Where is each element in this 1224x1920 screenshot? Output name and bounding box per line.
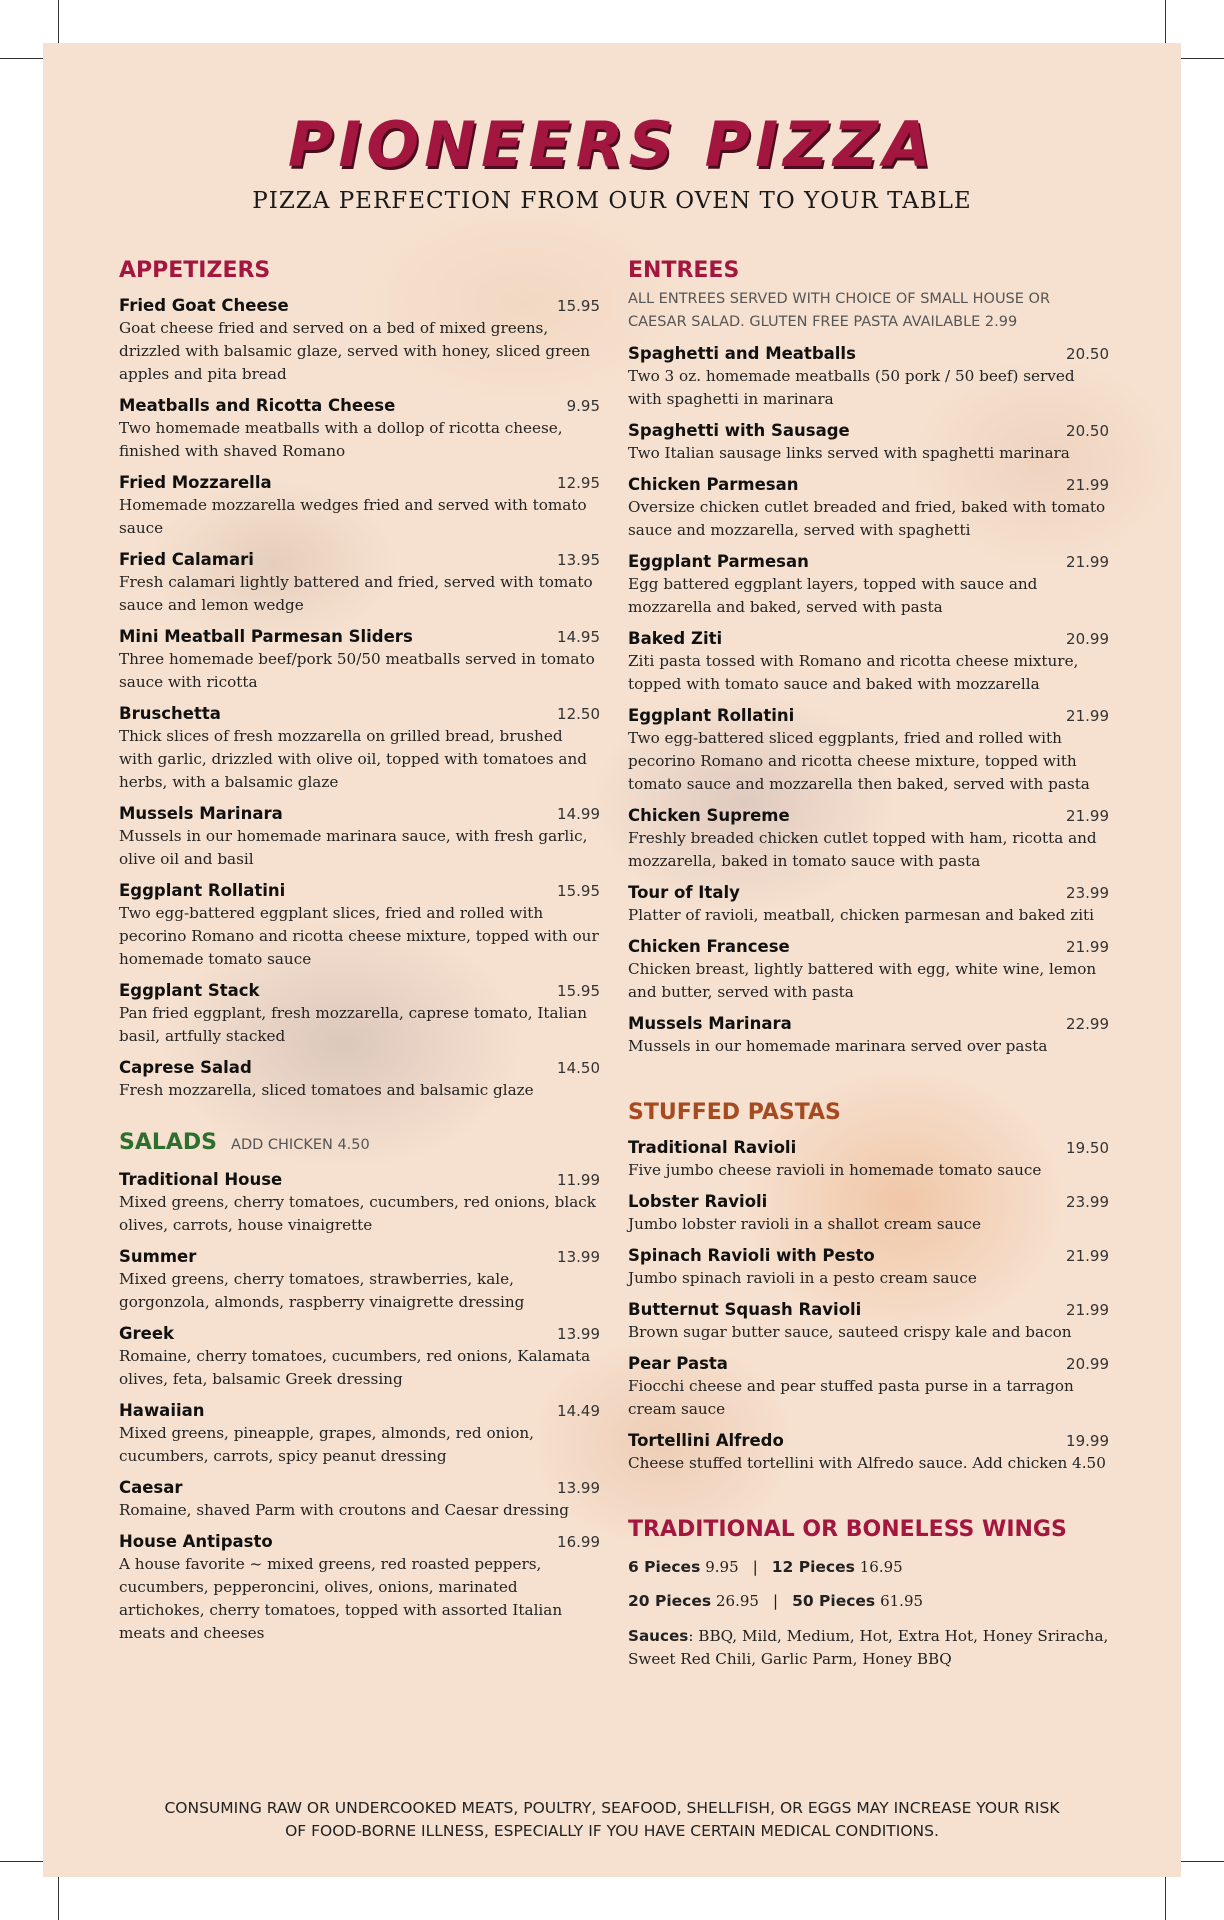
item-name: Mussels Marinara <box>628 1014 792 1033</box>
section-title: TRADITIONAL OR BONELESS WINGS <box>628 1517 1067 1542</box>
section-title <box>119 1128 600 1160</box>
item-price: 16.99 <box>557 1533 600 1551</box>
menu-item <box>628 1013 1109 1058</box>
item-description: Cheese stuffed tortellini with Alfredo sauce. Add chicken 4.50 <box>628 1454 1106 1472</box>
item-name: Chicken Supreme <box>628 806 790 825</box>
item-price: 21.99 <box>1066 476 1109 494</box>
item-description: Homemade mozzarella wedges fried and served with tomato sauce <box>119 496 587 537</box>
section-title: STUFFED PASTAS <box>628 1100 841 1125</box>
item-price: 12.50 <box>557 705 600 723</box>
section-title-text: SALADS <box>119 1130 218 1155</box>
menu-item <box>628 551 1109 619</box>
item-name: Butternut Squash Ravioli <box>628 1300 862 1319</box>
crop-mark <box>1165 1876 1166 1920</box>
item-description: Goat cheese fried and served on a bed of mixed greens, drizzled with balsamic glaze, served with honey, sliced green apples and pita bread <box>119 319 591 383</box>
menu-item <box>119 1323 600 1391</box>
item-price: 14.49 <box>557 1402 600 1420</box>
item-description: Chicken breast, lightly battered with egg, white wine, lemon and butter, served with pasta <box>628 960 1097 1001</box>
menu-item <box>628 1245 1109 1290</box>
menu-item <box>119 295 600 386</box>
crop-mark <box>0 58 44 59</box>
item-name: Traditional House <box>119 1170 283 1189</box>
menu-item <box>119 703 600 794</box>
menu-item <box>628 628 1109 696</box>
item-price: 14.95 <box>557 628 600 646</box>
item-description: Pan fried eggplant, fresh mozzarella, caprese tomato, Italian basil, artfully stacked <box>119 1004 588 1045</box>
item-name: Spaghetti with Sausage <box>628 421 850 440</box>
crop-mark <box>58 0 59 44</box>
item-name: Summer <box>119 1247 197 1266</box>
menu-item <box>628 705 1109 796</box>
item-description: Fresh calamari lightly battered and fried, served with tomato sauce and lemon wedge <box>119 573 593 614</box>
wings-row <box>628 1555 1109 1579</box>
item-description: Romaine, cherry tomatoes, cucumbers, red onions, Kalamata olives, feta, balsamic Greek dressing <box>119 1347 591 1388</box>
item-name: Fried Goat Cheese <box>119 296 289 315</box>
item-description: Platter of ravioli, meatball, chicken parmesan and baked ziti <box>628 906 1095 924</box>
item-name: Bruschetta <box>119 704 221 723</box>
wings-size: 6 Pieces <box>628 1558 701 1576</box>
section-title: APPETIZERS <box>119 258 271 283</box>
disclaimer-line: CONSUMING RAW OR UNDERCOOKED MEATS, POULTRY, SEAFOOD, SHELLFISH, OR EGGS MAY INCREASE YOUR RISK <box>164 1799 1060 1817</box>
menu-item <box>119 1169 600 1237</box>
item-price: 21.99 <box>1066 1247 1109 1265</box>
wings-size: 20 Pieces <box>628 1592 712 1610</box>
menu-item <box>119 395 600 463</box>
item-name: Mussels Marinara <box>119 804 283 823</box>
menu-item <box>119 549 600 617</box>
menu-item <box>119 1246 600 1314</box>
wings-row <box>628 1589 1109 1613</box>
item-name: Spinach Ravioli with Pesto <box>628 1246 875 1265</box>
sauces-label: Sauces <box>628 1627 689 1645</box>
item-description: Fresh mozzarella, sliced tomatoes and balsamic glaze <box>119 1081 534 1099</box>
item-price: 23.99 <box>1066 884 1109 902</box>
item-price: 21.99 <box>1066 1301 1109 1319</box>
item-description: Two Italian sausage links served with spaghetti marinara <box>628 444 1070 462</box>
item-price: 15.95 <box>557 882 600 900</box>
item-description: Egg battered eggplant layers, topped with sauce and mozzarella and baked, served with pasta <box>628 575 1038 616</box>
wings-price: 26.95 <box>716 1592 759 1610</box>
item-description: Mixed greens, pineapple, grapes, almonds, red onion, cucumbers, carrots, spicy peanut dressing <box>119 1424 534 1465</box>
item-description: Three homemade beef/pork 50/50 meatballs served in tomato sauce with ricotta <box>119 650 595 691</box>
item-price: 21.99 <box>1066 553 1109 571</box>
menu-item <box>628 343 1109 411</box>
wings-price: 16.95 <box>859 1558 903 1576</box>
wings-price: 9.95 <box>705 1558 739 1576</box>
menu-item <box>628 1353 1109 1421</box>
item-description: Oversize chicken cutlet breaded and fried, baked with tomato sauce and mozzarella, served with spaghetti <box>628 498 1106 539</box>
item-description: Two egg-battered sliced eggplants, fried and rolled with pecorino Romano and ricotta cheese mixture, topped with tomato sauce and mozzarella then baked, served with pasta <box>628 729 1090 793</box>
item-price: 19.50 <box>1066 1139 1109 1157</box>
item-price: 9.95 <box>566 397 600 415</box>
item-description: Two homemade meatballs with a dollop of ricotta cheese, finished with shaved Romano <box>119 419 563 460</box>
wings-size: 12 Pieces <box>771 1558 855 1576</box>
tagline: PIZZA PERFECTION FROM OUR OVEN TO YOUR TABLE <box>252 188 972 214</box>
item-description: Two egg-battered eggplant slices, fried and rolled with pecorino Romano and ricotta cheese mixture, topped with our homemade tomato sauce <box>119 904 599 968</box>
disclaimer-line: OF FOOD-BORNE ILLNESS, ESPECIALLY IF YOU HAVE CERTAIN MEDICAL CONDITIONS. <box>285 1822 939 1840</box>
left-column <box>119 256 600 1645</box>
item-name: Hawaiian <box>119 1401 205 1420</box>
item-description: Fiocchi cheese and pear stuffed pasta purse in a tarragon cream sauce <box>628 1377 1074 1418</box>
item-name: Chicken Parmesan <box>628 475 799 494</box>
menu-item <box>119 1400 600 1468</box>
item-description: Mixed greens, cherry tomatoes, strawberries, kale, gorgonzola, almonds, raspberry vinaigrette dressing <box>119 1270 525 1311</box>
menu-item <box>628 1191 1109 1236</box>
item-price: 12.95 <box>557 474 600 492</box>
restaurant-logo-title: PIONEERS PIZZA <box>287 108 937 181</box>
item-description: Two 3 oz. homemade meatballs (50 pork / 50 beef) served with spaghetti in marinara <box>628 367 1075 408</box>
item-price: 21.99 <box>1066 807 1109 825</box>
item-price: 13.99 <box>557 1248 600 1266</box>
sauces-list: : BBQ, Mild, Medium, Hot, Extra Hot, Honey Sriracha, Sweet Red Chili, Garlic Parm, Honey BBQ <box>628 1627 1109 1668</box>
wings-section <box>628 1515 1109 1671</box>
wings-price: 61.95 <box>880 1592 924 1610</box>
item-description: Mixed greens, cherry tomatoes, cucumbers, red onions, black olives, carrots, house vinaigrette <box>119 1193 596 1234</box>
item-name: Pear Pasta <box>628 1354 728 1373</box>
item-name: House Antipasto <box>119 1532 273 1551</box>
menu-header <box>0 110 1224 214</box>
item-price: 15.95 <box>557 982 600 1000</box>
item-description: Jumbo spinach ravioli in a pesto cream sauce <box>628 1269 977 1287</box>
item-name: Eggplant Parmesan <box>628 552 809 571</box>
item-name: Mini Meatball Parmesan Sliders <box>119 627 413 646</box>
menu-item <box>119 980 600 1048</box>
item-name: Chicken Francese <box>628 937 790 956</box>
item-name: Fried Calamari <box>119 550 254 569</box>
item-price: 14.99 <box>557 805 600 823</box>
item-description: Five jumbo cheese ravioli in homemade tomato sauce <box>628 1161 1042 1179</box>
item-description: Ziti pasta tossed with Romano and ricotta cheese mixture, topped with tomato sauce and baked with mozzarella <box>628 652 1079 693</box>
entrees-note: ALL ENTREES SERVED WITH CHOICE OF SMALL HOUSE OR CAESAR SALAD. GLUTEN FREE PASTA AVAILABLE 2.99 <box>628 291 1051 330</box>
item-name: Meatballs and Ricotta Cheese <box>119 396 396 415</box>
item-price: 19.99 <box>1066 1432 1109 1450</box>
entrees-section <box>628 256 1109 1058</box>
item-price: 20.99 <box>1066 630 1109 648</box>
item-name: Caprese Salad <box>119 1058 252 1077</box>
stuffed-pastas-list <box>628 1137 1109 1475</box>
wings-size: 50 Pieces <box>792 1592 876 1610</box>
crop-mark <box>1180 1861 1224 1862</box>
right-column <box>628 256 1109 1671</box>
separator: | <box>752 1558 758 1576</box>
item-description: Thick slices of fresh mozzarella on grilled bread, brushed with garlic, drizzled with olive oil, topped with tomatoes and herbs, with a balsamic glaze <box>119 727 587 791</box>
menu-item <box>119 803 600 871</box>
item-description: Mussels in our homemade marinara sauce, with fresh garlic, olive oil and basil <box>119 827 588 868</box>
menu-item <box>119 472 600 540</box>
menu-item <box>119 1057 600 1102</box>
item-name: Traditional Ravioli <box>628 1138 797 1157</box>
item-name: Fried Mozzarella <box>119 473 272 492</box>
stuffed-pastas-section <box>628 1098 1109 1475</box>
item-description: Brown sugar butter sauce, sauteed crispy kale and bacon <box>628 1323 1072 1341</box>
menu-item <box>119 626 600 694</box>
item-name: Eggplant Rollatini <box>628 706 795 725</box>
item-name: Caesar <box>119 1478 183 1497</box>
health-disclaimer <box>0 1797 1224 1843</box>
menu-item <box>628 420 1109 465</box>
item-price: 23.99 <box>1066 1193 1109 1211</box>
salads-list <box>119 1169 600 1645</box>
crop-mark <box>58 1876 59 1920</box>
menu-item <box>628 882 1109 927</box>
menu-item <box>119 1531 600 1645</box>
menu-item <box>628 1137 1109 1182</box>
entrees-list <box>628 343 1109 1058</box>
crop-mark <box>1180 58 1224 59</box>
menu-item <box>119 1477 600 1522</box>
item-price: 20.99 <box>1066 1355 1109 1373</box>
item-price: 13.95 <box>557 551 600 569</box>
item-name: Eggplant Rollatini <box>119 881 286 900</box>
crop-mark <box>0 1861 44 1862</box>
menu-item <box>628 1299 1109 1344</box>
separator: | <box>772 1592 779 1610</box>
menu-item <box>628 936 1109 1004</box>
item-name: Eggplant Stack <box>119 981 260 1000</box>
salads-section <box>119 1128 600 1645</box>
menu-item <box>628 1430 1109 1475</box>
item-name: Tortellini Alfredo <box>628 1431 784 1450</box>
crop-mark <box>1165 0 1166 44</box>
section-title: ENTREES <box>628 258 740 283</box>
menu-item <box>628 805 1109 873</box>
item-price: 13.99 <box>557 1325 600 1343</box>
wing-sauces <box>628 1625 1109 1671</box>
item-price: 22.99 <box>1066 1015 1109 1033</box>
item-price: 20.50 <box>1066 422 1109 440</box>
item-price: 21.99 <box>1066 707 1109 725</box>
item-description: Mussels in our homemade marinara served over pasta <box>628 1037 1048 1055</box>
item-price: 11.99 <box>557 1171 600 1189</box>
item-price: 21.99 <box>1066 938 1109 956</box>
add-chicken-note: ADD CHICKEN 4.50 <box>231 1137 370 1153</box>
item-name: Spaghetti and Meatballs <box>628 344 856 363</box>
appetizers-section <box>119 256 600 1102</box>
menu-item <box>119 880 600 971</box>
menu-item <box>628 474 1109 542</box>
item-name: Greek <box>119 1324 175 1343</box>
item-description: Freshly breaded chicken cutlet topped with ham, ricotta and mozzarella, baked in tomato sauce with pasta <box>628 829 1097 870</box>
item-price: 14.50 <box>557 1059 600 1077</box>
item-name: Baked Ziti <box>628 629 723 648</box>
item-description: Romaine, shaved Parm with croutons and Caesar dressing <box>119 1501 569 1519</box>
item-description: A house favorite ~ mixed greens, red roasted peppers, cucumbers, pepperoncini, olives, onions, marinated artichokes, cherry tomatoes, topped with assorted Italian meats and cheeses <box>119 1555 563 1642</box>
item-description: Jumbo lobster ravioli in a shallot cream sauce <box>628 1215 982 1233</box>
item-price: 15.95 <box>557 297 600 315</box>
item-price: 20.50 <box>1066 345 1109 363</box>
item-price: 13.99 <box>557 1479 600 1497</box>
item-name: Lobster Ravioli <box>628 1192 768 1211</box>
appetizers-list <box>119 295 600 1102</box>
item-name: Tour of Italy <box>628 883 740 902</box>
